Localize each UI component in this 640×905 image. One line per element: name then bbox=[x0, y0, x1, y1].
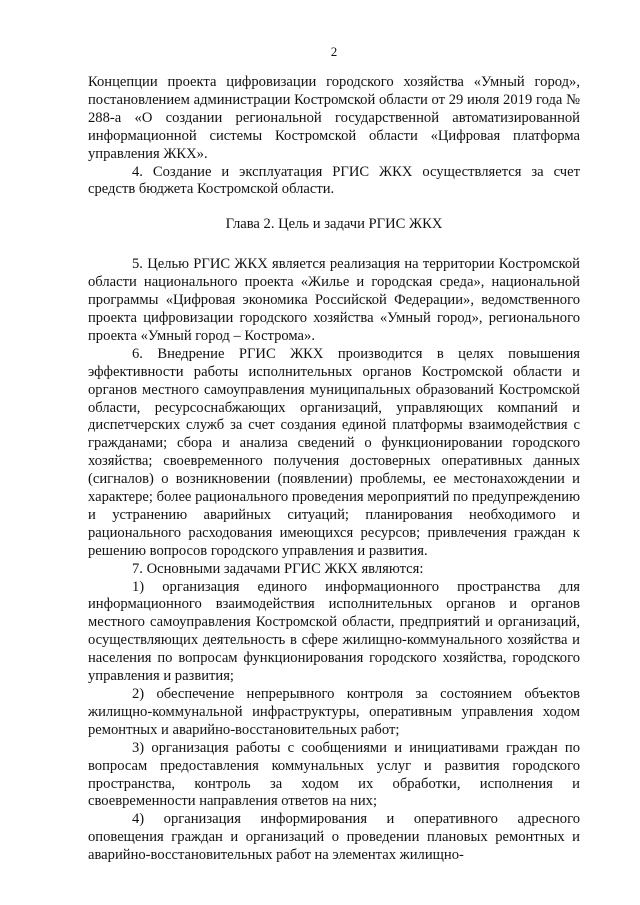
page-number: 2 bbox=[330, 44, 338, 59]
list-item-task-2: 2) обеспечение непрерывного контроля за состоянием объектов жилищно-коммунальной инфраструктуры, оперативным управления ходом ремонтных и аварийно-восстановительных работ; bbox=[88, 686, 580, 738]
list-item-task-3: 3) организация работы с сообщениями и инициативами граждан по вопросам предоставления коммунальных услуг и развития городского пространства, контроль за ходом их обработки, исполнения и своевременности направления ответов на них; bbox=[88, 739, 580, 810]
paragraph-5-goal: 5. Целью РГИС ЖКХ является реализация на территории Костромской области национального проекта «Жилье и городская среда», национальной программы «Цифровая экономика Российской Федерации», ведомственного проекта цифровизации городского хозяйства «Умный город», регионального проекта «Умный город – Кострома». bbox=[88, 256, 580, 344]
section-before-heading bbox=[88, 74, 580, 199]
paragraph-7-tasks-intro: 7. Основными задачами РГИС ЖКХ являются: bbox=[132, 560, 424, 577]
list-item-task-4: 4) организация информирования и оперативного адресного оповещения граждан и организаций о проведении плановых ремонтных и аварийно-восстановительных работ на элементах жилищно- bbox=[88, 811, 580, 864]
paragraph-6-implementation: 6. Внедрение РГИС ЖКХ производится в целях повышения эффективности работы исполнительных органов Костромской области и органов местного самоуправления муниципальных образований Костромской области, ресурсоснабжающих организаций, управляющих компаний и диспетчерских служб за счет создания единой платформы взаимодействия с гражданами; сбора и анализа сведений о функционировании городского хозяйства; своевременного получения достоверных оперативных данных (сигналов) о возникновении (появлении) проблемы, ее местонахождении и характере; более рационального проведения мероприятий по предупреждению и устранению аварийных ситуаций; планирования необходимого и рационального расходования имеющихся ресурсов; привлечения граждан к решению вопросов городского управления и развития. bbox=[88, 345, 580, 559]
section-after-heading bbox=[88, 256, 580, 865]
list-item-task-1: 1) организация единого информационного пространства для информационного взаимодействия исполнительных органов и органов местного самоуправления Костромской области, предприятий и организаций, осуществляющих деятельность в сфере жилищно-коммунального хозяйства и населения по вопросам функционирования городского хозяйства, городского управления и развития; bbox=[88, 578, 580, 685]
paragraph-4-funding: 4. Создание и эксплуатация РГИС ЖКХ осуществляется за счет средств бюджета Костромской области. bbox=[88, 163, 580, 198]
paragraph-concept-continuation: Концепции проекта цифровизации городского хозяйства «Умный город», постановлением администрации Костромской области от 29 июля 2019 года № 288-а «О создании региональной государственной автоматизированной информационной системы Костромской области «Цифровая платформа управления ЖКХ». bbox=[88, 74, 580, 162]
chapter-heading: Глава 2. Цель и задачи РГИС ЖКХ bbox=[225, 216, 443, 233]
